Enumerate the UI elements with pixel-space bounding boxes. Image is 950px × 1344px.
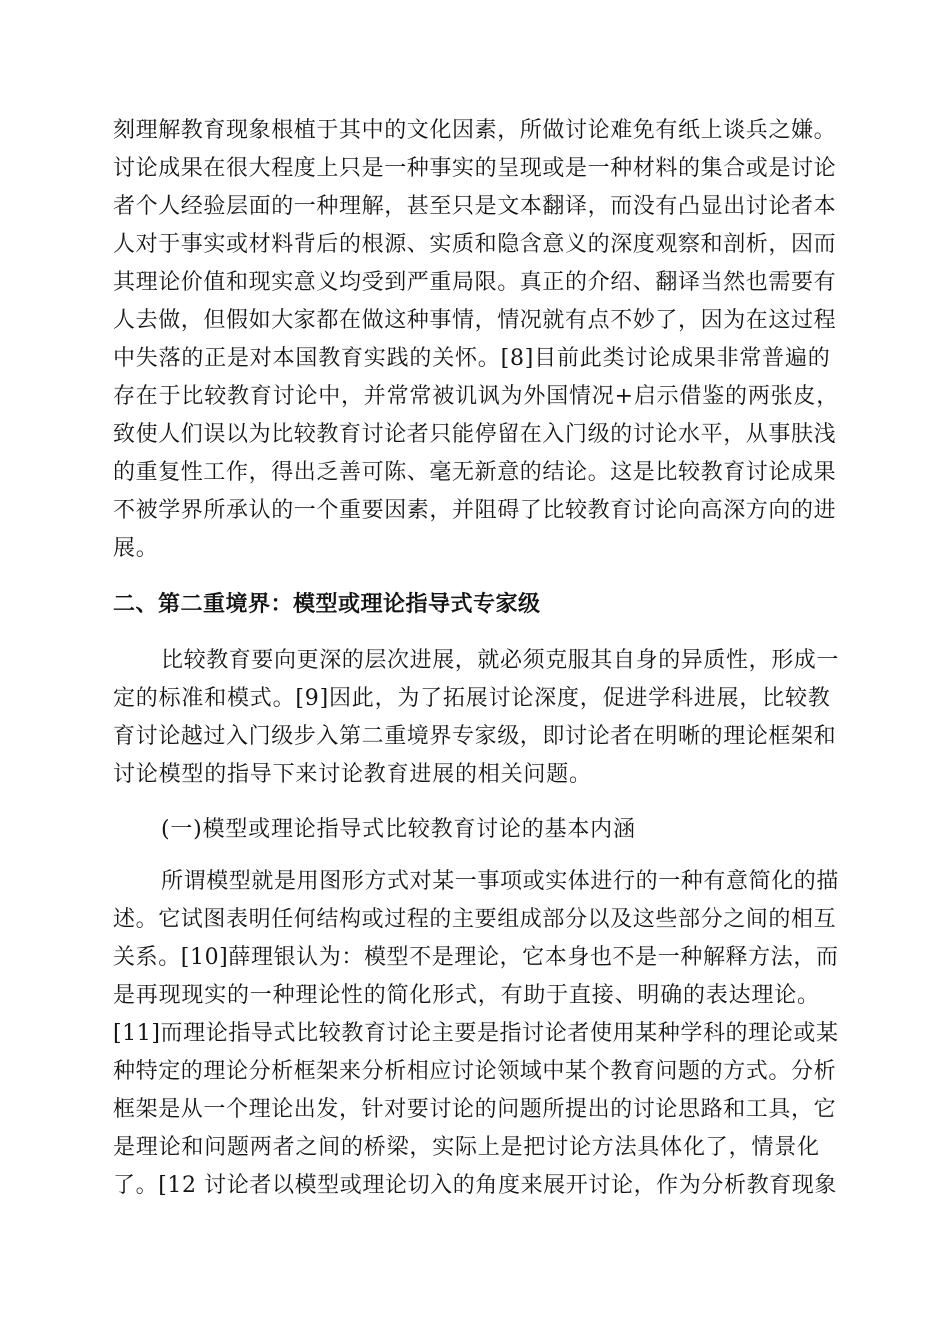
text-line: 是理论和问题两者之间的桥梁，实际上是把讨论方法具体化了，情景化	[113, 1135, 820, 1160]
text-line: 关系。[10]薛理银认为：模型不是理论，它本身也不是一种解释方法，而	[113, 945, 839, 970]
section-heading: 二、第二重境界：模型或理论指导式专家级	[113, 592, 541, 617]
text-line: 育讨论越过入门级步入第二重境界专家级，即讨论者在明晰的理论框架和	[113, 724, 837, 749]
text-line: 展。	[113, 536, 159, 561]
text-line: [11]而理论指导式比较教育讨论主要是指讨论者使用某种学科的理论或某	[113, 1021, 839, 1046]
text-line: 讨论成果在很大程度上只是一种事实的呈现或是一种材料的集合或是讨论	[113, 156, 837, 181]
text-line: 比较教育要向更深的层次进展，就必须克服其自身的异质性，形成一	[161, 648, 840, 673]
text-line: 致使人们误以为比较教育讨论者只能停留在入门级的讨论水平，从事肤浅	[113, 422, 837, 447]
text-line: 所谓模型就是用图形方式对某一事项或实体进行的一种有意简化的描	[161, 869, 840, 894]
text-line: 讨论模型的指导下来讨论教育进展的相关问题。	[113, 762, 592, 787]
text-line: 其理论价值和现实意义均受到严重局限。真正的介绍、翻译当然也需要有	[113, 270, 837, 295]
text-line: 人去做，但假如大家都在做这种事情，情况就有点不妙了，因为在这过程	[113, 308, 837, 333]
text-line: 种特定的理论分析框架来分析相应讨论领域中某个教育问题的方式。分析	[113, 1059, 837, 1084]
text-line: 是再现现实的一种理论性的简化形式，有助于直接、明确的表达理论。	[113, 983, 820, 1008]
text-line: 定的标准和模式。[9]因此，为了拓展讨论深度，促进学科进展，比较教	[113, 686, 831, 711]
text-line: 人对于事实或材料背后的根源、实质和隐含意义的深度观察和剖析，因而	[113, 232, 837, 257]
subsection-heading: (一)模型或理论指导式比较教育讨论的基本内涵	[161, 817, 636, 842]
text-line: 的重复性工作，得出乏善可陈、毫无新意的结论。这是比较教育讨论成果	[113, 460, 837, 485]
text-line: 刻理解教育现象根植于其中的文化因素，所做讨论难免有纸上谈兵之嫌。	[113, 118, 837, 143]
text-line: 了。[12 讨论者以模型或理论切入的角度来展开讨论，作为分析教育现象	[113, 1173, 837, 1198]
text-line: 中失落的正是对本国教育实践的关怀。[8]目前此类讨论成果非常普遍的	[113, 346, 831, 371]
text-line: 不被学界所承认的一个重要因素，并阻碍了比较教育讨论向高深方向的进	[113, 498, 837, 523]
text-line: 存在于比较教育讨论中，并常常被讥讽为外国情况+启示借鉴的两张皮，	[113, 384, 840, 409]
text-line: 述。它试图表明任何结构或过程的主要组成部分以及这些部分之间的相互	[113, 907, 837, 932]
text-line: 框架是从一个理论出发，针对要讨论的问题所提出的讨论思路和工具，它	[113, 1097, 837, 1122]
text-line: 者个人经验层面的一种理解，甚至只是文本翻译，而没有凸显出讨论者本	[113, 194, 837, 219]
